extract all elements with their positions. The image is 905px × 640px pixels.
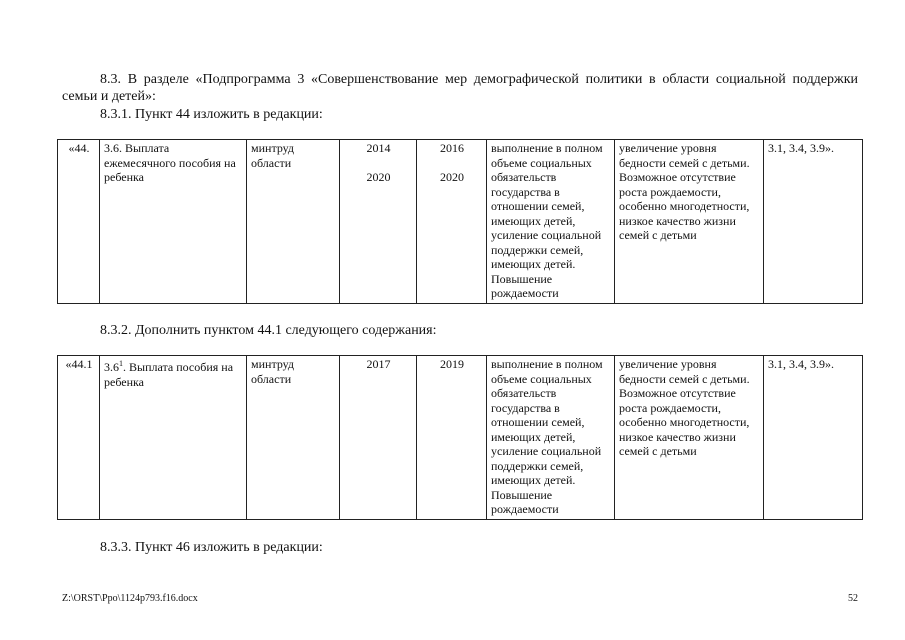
cell-item-number: «44.1 [58,356,100,520]
cell-item-number: «44. [58,140,100,304]
cell-expected-result: выполнение в полном объеме социальных обязательств государства в отношении семей, имеющих детей, усиление социальной поддержки семей, имеющих детей. Повышение рождаемости [487,140,615,304]
table-row [58,140,863,304]
measure-superscript: 1 [119,359,123,368]
footer-file-path: Z:\ORST\Ppo\1124p793.f16.docx [62,593,198,604]
cell-consequences: увеличение уровня бедности семей с детьми. Возможное отсутствие роста рождаемости, особенно многодетности, низкое качество жизни семей с детьми [615,356,764,520]
measure-title: . Выплата пособия на ребенка [104,360,234,389]
paragraph-8-3: 8.3. В разделе «Подпрограмма 3 «Совершенствование мер демографической политики в области социальной поддержки семьи и детей»: [62,72,858,104]
measure-number: 3.6 [104,360,119,374]
table-item-44-1 [57,355,863,520]
cell-indicator-links: 3.1, 3.4, 3.9». [764,356,863,520]
cell-measure-name: 3.6. Выплата ежемесячного пособия на ребенка [100,140,247,304]
table-item-44 [57,139,863,304]
cell-end-year: 2016 2020 [417,140,487,304]
cell-consequences: увеличение уровня бедности семей с детьми. Возможное отсутствие роста рождаемости, особенно многодетности, низкое качество жизни семей с детьми [615,140,764,304]
cell-executor: минтруд области [247,356,340,520]
cell-end-year: 2019 [417,356,487,520]
cell-expected-result: выполнение в полном объеме социальных обязательств государства в отношении семей, имеющих детей, усиление социальной поддержки семей, имеющих детей. Повышение рождаемости [487,356,615,520]
table-row [58,356,863,520]
cell-executor: минтруд области [247,140,340,304]
cell-start-year: 2014 2020 [340,140,417,304]
paragraph-8-3-1: 8.3.1. Пункт 44 изложить в редакции: [100,107,323,122]
paragraph-8-3-3: 8.3.3. Пункт 46 изложить в редакции: [100,540,323,555]
footer-page-number: 52 [848,593,858,604]
cell-measure-name [100,356,247,520]
cell-start-year: 2017 [340,356,417,520]
paragraph-8-3-2: 8.3.2. Дополнить пунктом 44.1 следующего содержания: [100,323,437,338]
cell-indicator-links: 3.1, 3.4, 3.9». [764,140,863,304]
